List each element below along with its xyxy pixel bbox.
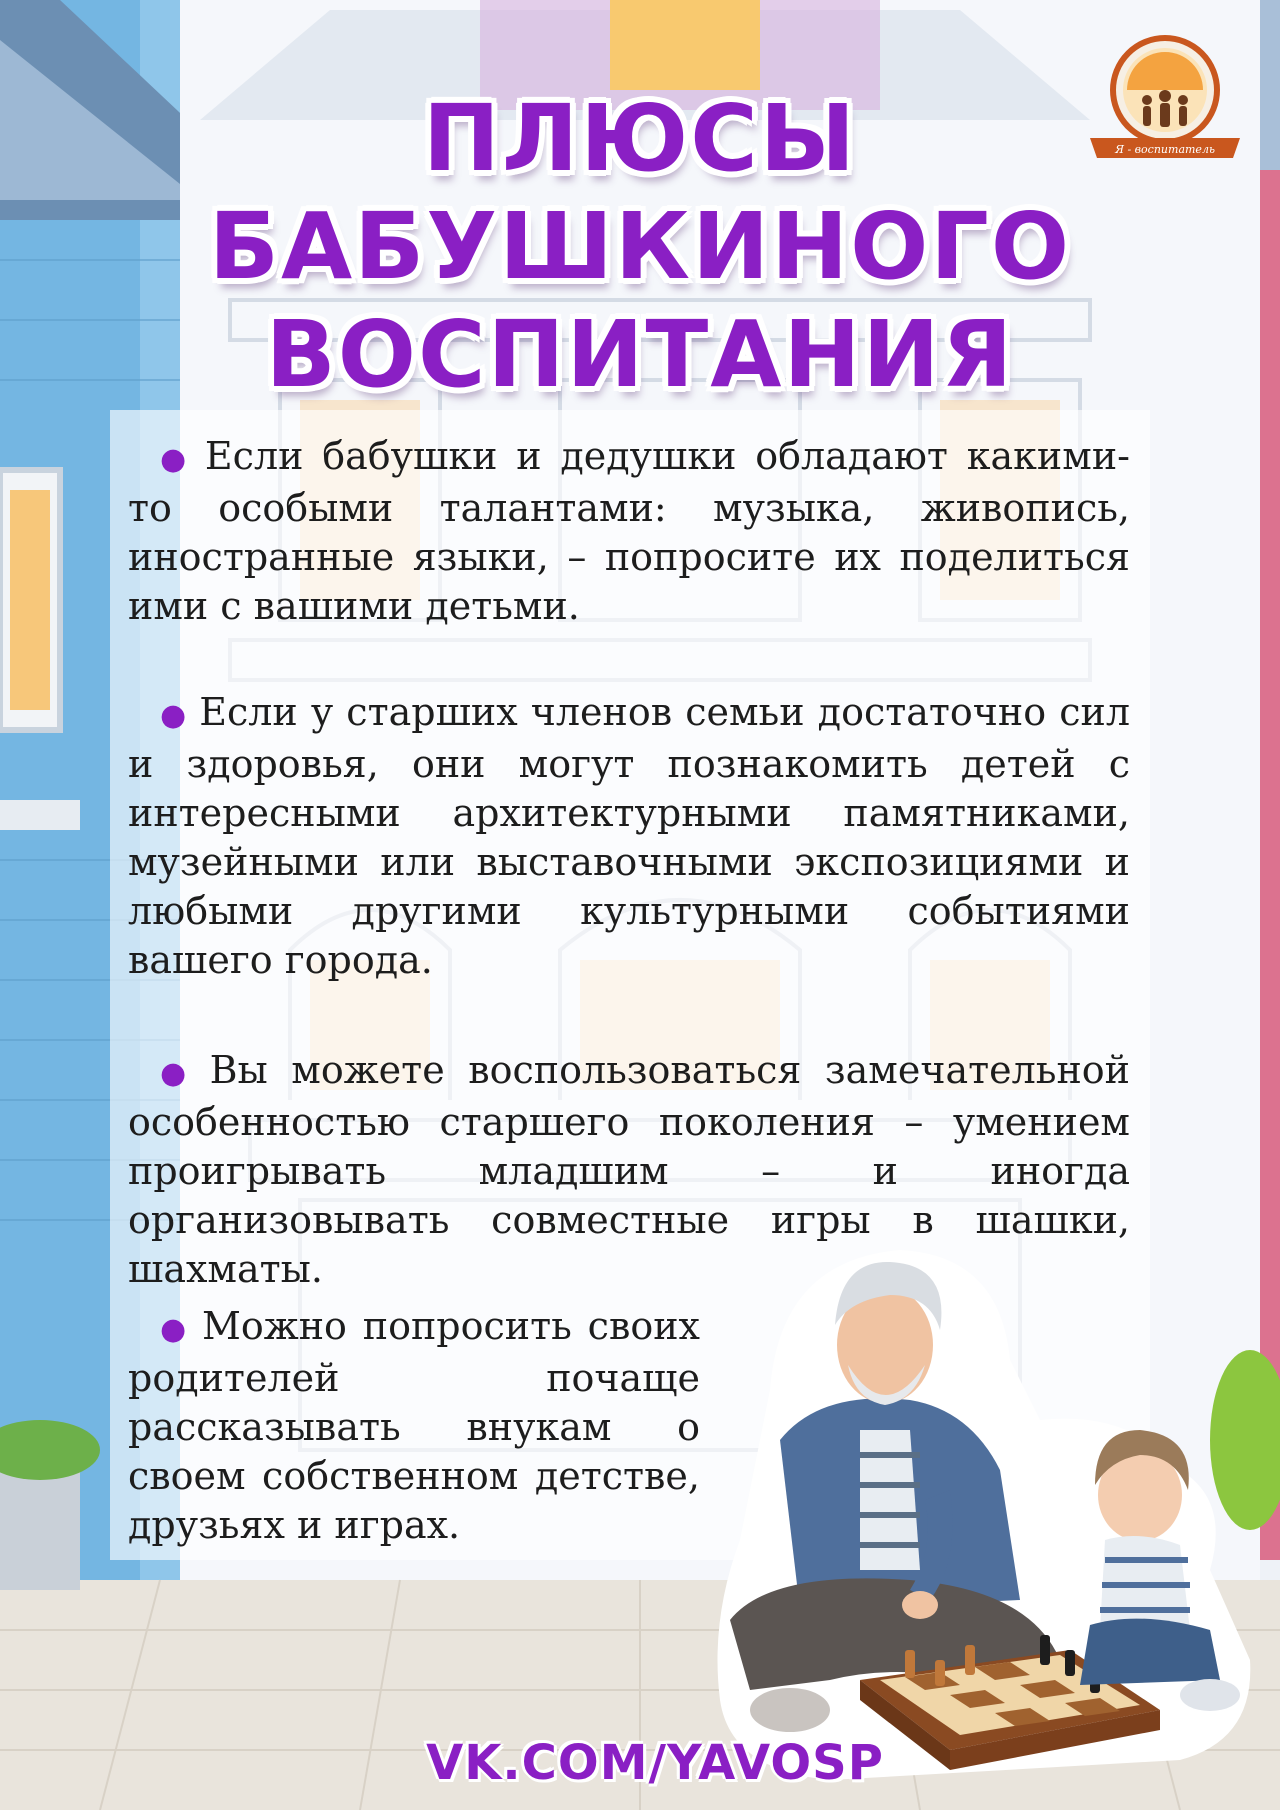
tip-text: Если бабушки и дедушки обладают какими-то особыми талантами: музыка, живопись, иностранные языки, – попросите их поделиться ими с вашими детьми. xyxy=(128,434,1130,628)
bullet-icon: ● xyxy=(160,1056,198,1091)
tip-text: Вы можете воспользоваться замечательной особенностью старшего поколения – умением проигрывать младшим – и иногда организовывать совместные игры в шашки, шахматы. xyxy=(128,1048,1130,1291)
title-line-3: ВОСПИТАНИЯ xyxy=(265,301,1015,408)
tip-text: Можно попросить своих родителей почаще рассказывать внукам о своем собственном детстве, друзьях и играх. xyxy=(128,1304,700,1547)
bullet-icon: ● xyxy=(160,442,193,477)
title-line-2: БАБУШКИНОГО xyxy=(208,193,1072,300)
tip-text: Если у старших членов семьи достаточно сил и здоровья, они могут познакомить детей с интересными архитектурными памятниками, музейными или выставочными экспозициями и любыми другими культурными событиями вашего города. xyxy=(128,690,1130,982)
tip-paragraph xyxy=(128,688,1130,985)
tip-paragraph xyxy=(128,432,1130,631)
bullet-icon: ● xyxy=(160,1312,190,1347)
page-title xyxy=(0,85,1280,409)
bullet-icon: ● xyxy=(160,698,188,733)
logo-caption: Я - воспитатель xyxy=(1115,143,1215,156)
title-line-1: ПЛЮСЫ xyxy=(422,85,858,192)
grandfather-grandson-chess-illustration xyxy=(710,1240,1255,1785)
vk-link[interactable]: VK.COM/YAVOSP xyxy=(426,1735,884,1791)
tip-paragraph xyxy=(128,1302,700,1550)
